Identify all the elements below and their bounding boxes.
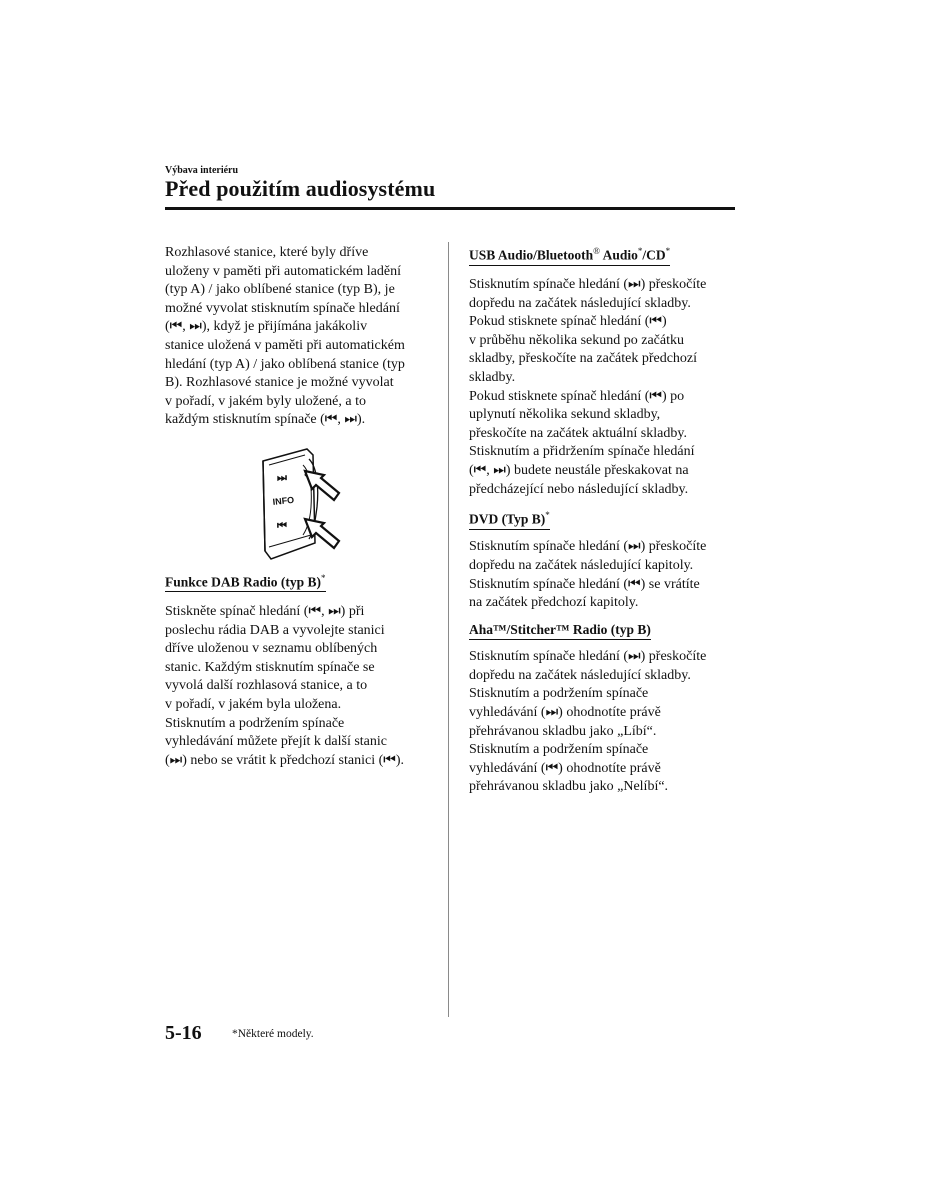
dab-heading-mark: * (321, 572, 326, 583)
column-divider (448, 242, 449, 1017)
right-column (469, 244, 739, 797)
usb-heading-mark-1: * (637, 246, 643, 256)
next-track-icon: ⏭ (277, 470, 287, 484)
intro-paragraph: Rozhlasové stanice, které byly dříve uloženy v paměti při automatickém ladění (typ A) / jako oblíbené stanice (typ B), je možné vyvolat stisknutím spínače hledání (⏮, ⏭), když je přijímána jakákoliv stanice uložená v paměti při automatickém hledání (typ A) / jako oblíbená stanice (typ B). Rozhlasové stanice je možné vyvolat v pořadí, v jakém byly uložené, a to každým stisknutím spínače (⏮, ⏭). (165, 245, 405, 428)
footnote: *Některé modely. (232, 1028, 314, 1040)
left-column (165, 244, 433, 770)
page-title: Před použitím audiosystému (165, 176, 436, 201)
usb-heading-text: USB Audio/Bluetooth (469, 247, 594, 263)
dvd-heading (469, 508, 550, 530)
dvd-paragraph: Stisknutím spínače hledání (⏭) přeskočíte dopředu na začátek následující kapitoly. Stisknutím spínače hledání (⏮) se vrátíte na začátek předchozí kapitoly. (469, 539, 707, 611)
aha-paragraph: Stisknutím spínače hledání (⏭) přeskočíte dopředu na začátek následující skladby. Stisknutím a podržením spínače vyhledávání (⏭) ohodnotíte právě přehrávanou skladbu jako „Líbí“. Stisknutím a podržením spínače vyhledávání (⏮) ohodnotíte právě přehrávanou skladbu jako „Nelíbí“. (469, 649, 707, 795)
aha-heading: Aha™/Stitcher™ Radio (typ B) (469, 622, 651, 640)
info-label: INFO (272, 494, 295, 507)
steering-switch-figure (165, 447, 433, 567)
registered-mark: ® (593, 246, 601, 256)
usb-heading-text-2: Audio (600, 247, 638, 263)
previous-track-icon: ⏮ (277, 518, 287, 532)
steering-switch-illustration (255, 447, 345, 567)
dvd-heading-text: DVD (Typ B) (469, 511, 546, 527)
usb-heading (469, 244, 670, 266)
section-label: Výbava interiéru (165, 165, 239, 176)
dab-heading-text: Funkce DAB Radio (typ B) (165, 574, 322, 590)
dab-paragraph: Stiskněte spínač hledání (⏮, ⏭) při poslechu rádia DAB a vyvolejte stanici dříve uloženou v seznamu oblíbených stanic. Každým stisknutím spínače se vyvolá další rozhlasová stanice, a to v pořadí, v jakém byla uložena. Stisknutím a podržením spínače vyhledávání můžete přejít k další stanic (⏭) nebo se vrátit k předchozí stanici (⏮). (165, 604, 405, 768)
dab-heading (165, 571, 326, 593)
dvd-heading-mark: * (545, 510, 550, 521)
title-rule (165, 207, 735, 210)
usb-heading-mark-2: * (665, 246, 671, 256)
page-number: 5-16 (165, 1022, 202, 1044)
usb-heading-text-3: /CD (642, 247, 666, 263)
usb-paragraph: Stisknutím spínače hledání (⏭) přeskočíte dopředu na začátek následující skladby. Pokud stisknete spínač hledání (⏮) v průběhu několika sekund po začátku skladby, přeskočíte na začátek předchozí skladby. Pokud stisknete spínač hledání (⏮) po uplynutí několika sekund skladby, přeskočíte na začátek aktuální skladby. Stisknutím a přidržením spínače hledání (⏮, ⏭) budete neustále přeskakovat na předcházející nebo následující skladby. (469, 277, 707, 497)
